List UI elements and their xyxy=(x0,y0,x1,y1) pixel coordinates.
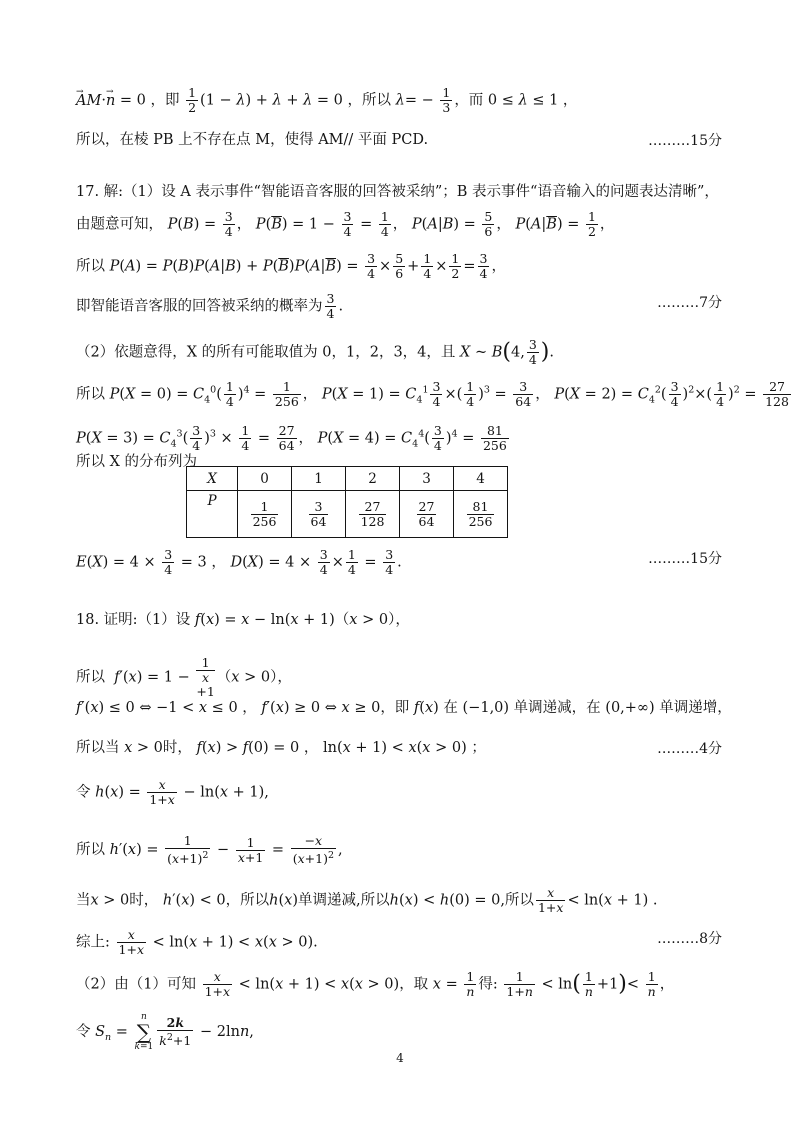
table-cell xyxy=(346,491,400,538)
q18-when2-c: 单调递减,所以 xyxy=(298,892,390,909)
q17-so-label: 所以 xyxy=(76,258,105,275)
q18-when-mid: 时， xyxy=(162,740,192,756)
q18-define-sn: 令 $S_n = n$ ∑ k=1 $\frac{2k}{k^2+1}$ − 2lnn, xyxy=(76,1012,254,1052)
table-row-p xyxy=(187,491,508,538)
score-8: ………8分 xyxy=(657,931,722,947)
q18-when2-a: 时， xyxy=(129,892,159,909)
q17-conclusion: 即智能语音客服的回答被采纳的概率为 $\frac{3}{4}$ . xyxy=(76,291,344,321)
fraction-den: 128 xyxy=(360,513,385,529)
q18-derivative: 所以 f′(x) = 1 − 1 x +1（x > 0）， xyxy=(76,655,292,699)
q18-mono-c: 单调递增， xyxy=(659,700,732,716)
q17-intro: 17. 解:（1）设 A 表示事件“智能语音客服的回答被采纳”；B 表示事件“语音输入的问题表达清晰”， xyxy=(76,184,719,200)
fraction-num: 27 xyxy=(359,500,387,515)
score-15-a: ………15分 xyxy=(648,133,722,149)
table-cell: 0 xyxy=(238,467,292,491)
line-conclusion-no-point-m xyxy=(76,130,428,150)
table-cell: P xyxy=(187,491,238,538)
q18-define-h: 令 h(x) = $\frac{x}{1+x}$ − ln(x + 1), xyxy=(76,777,269,807)
q18-when-pre: 所以当 xyxy=(76,740,120,756)
q18-let-label: 令 xyxy=(76,784,91,801)
table-cell xyxy=(292,491,346,538)
table-cell xyxy=(400,491,454,538)
q18-summary: 综上: $\frac{x}{1+x}$ < ln(x + 1) < x(x > 0). xyxy=(76,927,318,957)
table-cell: 1 xyxy=(292,467,346,491)
q18-intro: 18. 证明:（1）设 f(x) = x − ln(x + 1)（x > 0）， xyxy=(76,612,410,628)
fraction-den: 64 xyxy=(418,513,435,529)
q18-when2-d: ,所以 xyxy=(500,892,534,909)
q17-total-prob: 所以 $P(A) = P(B)P(A|B) + P(\overline{B})P(A|\overline{B})$ = $\frac{3}{4}$ × $\frac{5}{6}$ + $\frac{1}{4}$ × $\frac{1}{2}$ = $\frac{3}{4}$ ， xyxy=(76,251,506,281)
q17-given-label: 由题意可知， xyxy=(76,216,163,233)
q18-let2-label: 令 xyxy=(76,1024,91,1040)
fraction-num: 3 xyxy=(309,500,329,515)
q18-mono-a: ，即 xyxy=(380,700,410,716)
q17-expectation: E(X) = 4 × $\frac{3}{4}$ = 3 ， D(X) = 4 × $\frac{3}{4}$ × $\frac{1}{4}$ = $\frac{3}{4}$ . xyxy=(76,547,402,577)
q18-h-derivative: 所以 h′(x) = $\frac{1}{(x+1)^2}$ − $\frac{1}{x+1}$ = $\frac{-x}{(x+1)^2}$ , xyxy=(76,833,343,867)
q18-intro-label: 18. 证明:（1）设 xyxy=(76,612,191,628)
table-cell: 3 xyxy=(400,467,454,491)
score-4: ………4分 xyxy=(657,741,722,757)
q18-part2-mid: ，取 xyxy=(399,976,429,993)
q17-given: 由题意可知， P(B) = $\frac{3}{4}$ ， $P(\overline{B}) = 1$ − $\frac{3}{4}$ = $\frac{1}{4}$ ， P(A|B) = $\frac{5}{6}$ ， $P(A|\overline{B})$ = $\frac{1}{2}$ ， xyxy=(76,209,615,239)
q18-h-decreasing: 当x > 0时， h′(x) < 0，所以h(x)单调递减,所以h(x) < h(0) = 0,所以 $\frac{x}{1+x}$ < ln(x + 1) . xyxy=(76,885,658,915)
q17-part2-label: （2）依题意得，X 的所有可能取值为 0，1，2，3，4，且 xyxy=(76,344,456,361)
fraction-den: 64 xyxy=(310,513,327,529)
fraction-den: 256 xyxy=(468,513,493,529)
q18-so-label: 所以 xyxy=(76,669,105,686)
q17-probs-line1: 所以 $P(X = 0) = C_4^0$( $\frac{1}{4}$ )$^4$ = $\frac{1}{256}$ ， $P(X = 1) = C_4^1$ $\frac{3}{4}$ ×( $\frac{1}{4}$ )$^3$ = $\frac{3}{64}$ ， $P(X = 2) = C_4^2$( $\frac{3}{4}$ )$^2$×( $\frac{1}{4}$ )$^2$ = $\frac{27}{128}$ xyxy=(76,379,789,409)
table-cell xyxy=(238,491,292,538)
table-cell: X xyxy=(187,467,238,491)
fraction-num: 27 xyxy=(418,498,435,514)
page-number: 4 xyxy=(396,1051,404,1065)
fraction-den: 256 xyxy=(252,513,277,529)
table-cell xyxy=(454,491,508,538)
q18-when2-b: ，所以 xyxy=(225,892,270,909)
q18-when-x-positive: 所以当 x > 0时， f(x) > f(0) = 0 ， ln(x + 1) < x(x > 0) ； xyxy=(76,740,486,756)
q18-part2: （2）由（1）可知 $\frac{x}{1+x}$ < ln(x + 1) < x(x > 0)，取 x = $\frac{1}{n}$ 得: $\frac{1}{1+n}$ < ln( $\frac{1}{n}$ +1)< $\frac{1}{n}$ ， xyxy=(76,969,675,999)
q18-part2-pre: （2）由（1）可知 xyxy=(76,976,196,993)
q18-when2-pre: 当 xyxy=(76,892,91,909)
line-am-dot-n: AM →·n → = 0 ，即 $\frac{1}{2}$ (1 − λ) + λ + λ = 0 ，所以 λ= − $\frac{1}{3}$ ，而 0 ≤ λ ≤ 1 ， xyxy=(76,86,577,115)
q17-conclude-label: 即智能语音客服的回答被采纳的概率为 xyxy=(76,298,323,315)
score-15-b: ………15分 xyxy=(648,551,722,567)
q17-dist-intro: 所以 X 的分布列为 xyxy=(76,454,198,470)
score-7: ………7分 xyxy=(657,295,722,311)
q18-summary-label: 综上: xyxy=(76,934,110,951)
conclusion-text: 所以，在棱 PB 上不存在点 M，使得 AM// 平面 PCD. xyxy=(76,132,429,148)
distribution-table xyxy=(186,466,508,538)
fraction-num: 1 xyxy=(251,500,279,515)
table-row-x xyxy=(187,467,508,491)
q18-monotonic: f′(x) ≤ 0 ⇔ −1 < x ≤ 0 ， f′(x) ≥ 0 ⇔ x ≥ 0，即 f(x) 在 (−1,0) 单调递减，在 (0,+∞) 单调递增， xyxy=(76,700,732,716)
fraction-num: 81 xyxy=(467,500,495,515)
q17-probs-line2: $P(X = 3) = C_4^3$( $\frac{3}{4}$ )$^3$ × $\frac{1}{4}$ = $\frac{27}{64}$ ， $P(X = 4) = C_4^4$( $\frac{3}{4}$ )$^4$ = $\frac{81}{256}$ xyxy=(76,423,507,453)
q18-mono-b: 单调递减，在 xyxy=(513,700,601,716)
q18-part2-end: 得: xyxy=(478,976,498,993)
table-cell: 2 xyxy=(346,467,400,491)
table-cell: 4 xyxy=(454,467,508,491)
q17-part2: （2）依题意得，X 的所有可能取值为 0，1，2，3，4，且 X ~ B(4, $\frac{3}{4}$ ). xyxy=(76,337,554,367)
